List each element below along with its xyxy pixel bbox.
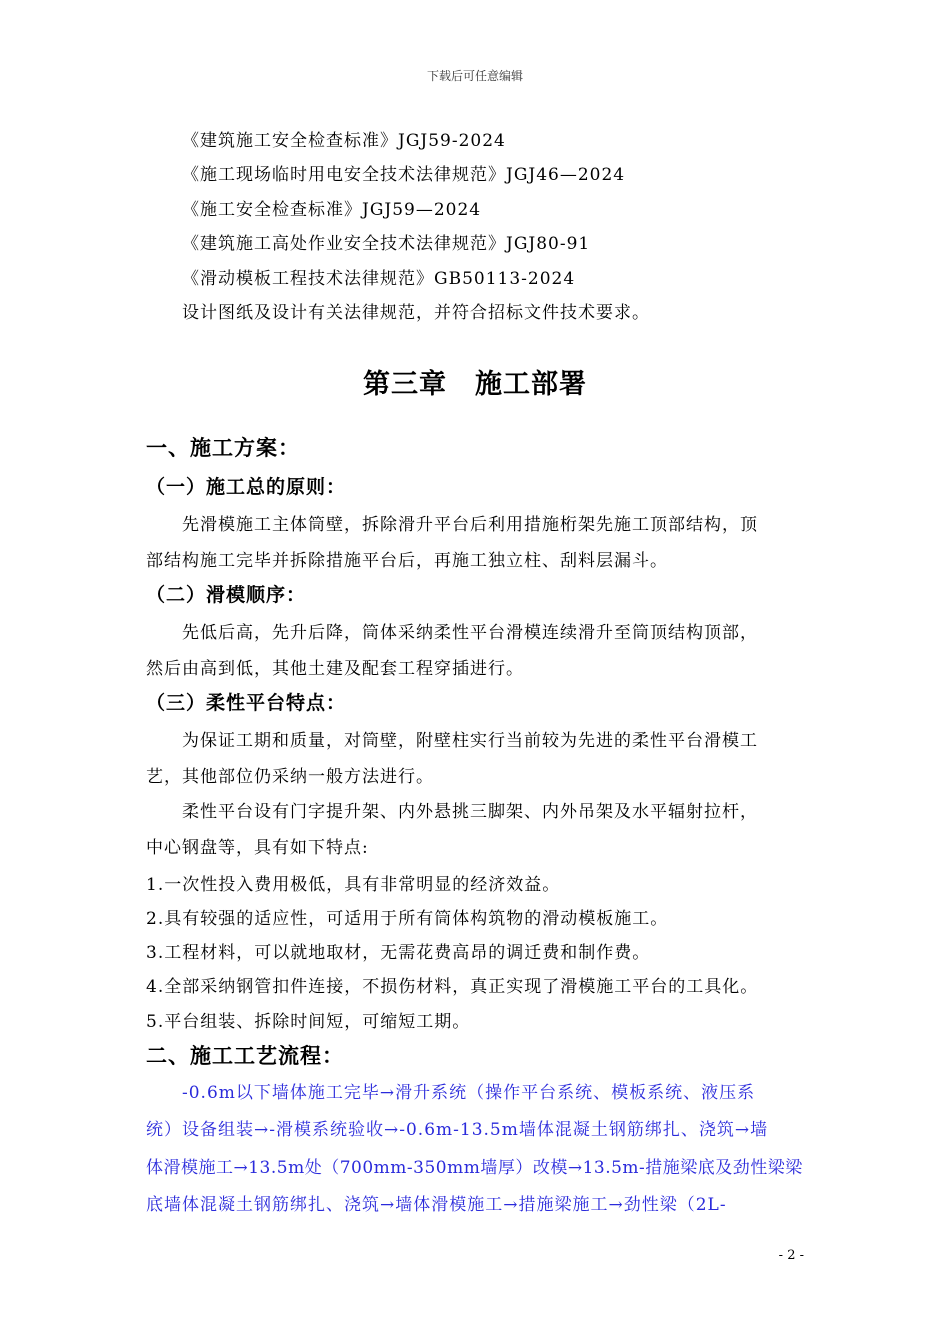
flow-line: -0.6m以下墙体施工完毕→滑升系统（操作平台系统、模板系统、液压系 — [182, 1083, 756, 1103]
design-note: 设计图纸及设计有关法律规范，并符合招标文件技术要求。 — [182, 303, 650, 323]
reference-item: 《施工安全检查标准》JGJ59—2024 — [182, 200, 482, 220]
subsection-heading: （三）柔性平台特点： — [146, 692, 347, 714]
paragraph-line: 为保证工期和质量，对筒壁，附壁柱实行当前较为先进的柔性平台滑模工 — [182, 731, 758, 751]
reference-item: 《建筑施工安全检查标准》JGJ59-2024 — [182, 131, 506, 151]
paragraph-line: 先滑模施工主体筒壁，拆除滑升平台后利用措施桁架先施工顶部结构，顶 — [182, 515, 758, 535]
flow-line: 底墙体混凝土钢筋绑扎、浇筑→墙体滑模施工→措施梁施工→劲性梁（2L- — [146, 1195, 727, 1215]
chapter-title: 第三章 施工部署 — [363, 369, 587, 400]
list-item: 1.一次性投入费用极低，具有非常明显的经济效益。 — [146, 875, 561, 895]
paragraph-line: 柔性平台设有门字提升架、内外悬挑三脚架、内外吊架及水平辐射拉杆， — [182, 802, 758, 822]
reference-item: 《建筑施工高处作业安全技术法律规范》JGJ80-91 — [182, 234, 591, 254]
reference-item: 《滑动模板工程技术法律规范》GB50113-2024 — [182, 269, 576, 289]
reference-item: 《施工现场临时用电安全技术法律规范》JGJ46—2024 — [182, 165, 626, 185]
section-heading: 二、施工工艺流程： — [146, 1044, 344, 1068]
list-item: 3.工程材料，可以就地取材，无需花费高昂的调迁费和制作费。 — [146, 943, 651, 963]
list-item: 4.全部采纳钢管扣件连接，不损伤材料，真正实现了滑模施工平台的工具化。 — [146, 977, 759, 997]
paragraph-line: 艺，其他部位仍采纳一般方法进行。 — [146, 767, 434, 787]
page-number: - 2 - — [778, 1248, 804, 1263]
subsection-heading: （一）施工总的原则： — [146, 476, 347, 498]
list-item: 2.具有较强的适应性，可适用于所有筒体构筑物的滑动模板施工。 — [146, 909, 669, 929]
section-heading: 一、施工方案： — [146, 436, 300, 460]
paragraph-line: 中心钢盘等，具有如下特点: — [146, 838, 369, 858]
paragraph-line: 先低后高，先升后降，筒体采纳柔性平台滑模连续滑升至筒顶结构顶部， — [182, 623, 758, 643]
paragraph-line: 然后由高到低，其他土建及配套工程穿插进行。 — [146, 659, 524, 679]
flow-line: 统）设备组装→-滑模系统验收→-0.6m-13.5m墙体混凝土钢筋绑扎、浇筑→墙 — [146, 1120, 769, 1140]
list-item: 5.平台组装、拆除时间短，可缩短工期。 — [146, 1012, 471, 1032]
subsection-heading: （二）滑模顺序： — [146, 584, 307, 606]
page-header: 下载后可任意编辑 — [426, 69, 523, 83]
paragraph-line: 部结构施工完毕并拆除措施平台后，再施工独立柱、刮料层漏斗。 — [146, 551, 668, 571]
flow-line: 体滑模施工→13.5m处（700mm-350mm墙厚）改模→13.5m-措施梁底及劲性梁梁 — [146, 1158, 803, 1178]
